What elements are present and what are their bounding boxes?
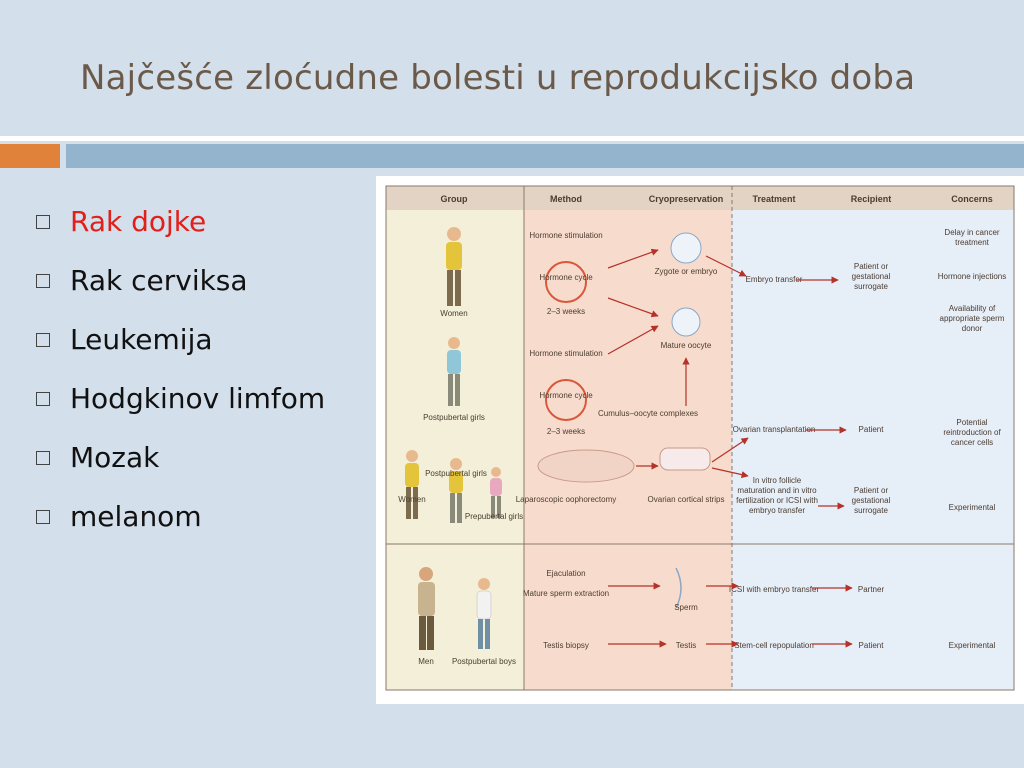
header-concerns: Concerns <box>951 194 993 204</box>
zygote-icon <box>671 233 701 263</box>
method-hormone-cycle-1: Hormone cycle <box>539 273 593 282</box>
bullet-label: Hodgkinov limfom <box>70 382 326 415</box>
bullet-item <box>36 369 325 428</box>
method-testis-biopsy: Testis biopsy <box>543 641 589 650</box>
fertility-preservation-figure <box>376 176 1024 704</box>
group-men-label: Men <box>418 657 434 666</box>
header-recipient: Recipient <box>850 194 892 204</box>
group-postpubertal-girls-label: Postpubertal girls <box>423 413 485 422</box>
bullet-square-icon <box>36 274 50 288</box>
group-women-label-2: Women <box>398 495 426 504</box>
method-weeks-2: 2–3 weeks <box>546 427 586 436</box>
ovary-icon <box>538 450 634 482</box>
bullet-square-icon <box>36 451 50 465</box>
bullet-square-icon <box>36 392 50 406</box>
recipient-patient-1: Patient <box>858 425 884 434</box>
bullet-label: Rak dojke <box>70 205 207 238</box>
bullet-label: Rak cerviksa <box>70 264 248 297</box>
bullet-label: Leukemija <box>70 323 213 356</box>
concern-delay: Delay in cancer treatment <box>944 228 1000 247</box>
concern-experimental-2: Experimental <box>948 641 996 650</box>
oocyte-icon <box>672 308 700 336</box>
bullet-list <box>36 192 325 546</box>
bullet-square-icon <box>36 333 50 347</box>
treatment-icsi: ICSI with embryo transfer <box>728 585 820 594</box>
cryo-testis: Testis <box>675 641 697 650</box>
group-postpubertal-girls-label-2: Postpubertal girls <box>425 469 487 478</box>
concern-hormone-injections: Hormone injections <box>937 272 1007 281</box>
bullet-item <box>36 192 325 251</box>
bullet-item <box>36 428 325 487</box>
cryo-mature-oocyte: Mature oocyte <box>660 341 712 350</box>
recipient-block-2 <box>838 486 904 522</box>
cryo-sperm: Sperm <box>674 603 698 612</box>
method-hormone-cycle-2: Hormone cycle <box>539 391 593 400</box>
treatment-embryo-transfer: Embryo transfer <box>745 275 803 284</box>
bullet-label: melanom <box>70 500 202 533</box>
cryo-cumulus-oocyte: Cumulus–oocyte complexes <box>597 409 699 418</box>
cryo-zygote-or-embryo: Zygote or embryo <box>654 267 718 276</box>
method-weeks-1: 2–3 weeks <box>546 307 586 316</box>
concern-sperm-donor: Availability of appropriate sperm donor <box>939 304 1005 333</box>
treatment-ivf-block <box>736 476 818 532</box>
accent-bar-orange <box>0 144 60 168</box>
method-hormone-stimulation-1: Hormone stimulation <box>529 231 603 240</box>
bullet-square-icon <box>36 215 50 229</box>
method-column-bg <box>524 186 732 690</box>
concern-block-delay <box>932 228 1012 264</box>
concern-experimental-1: Experimental <box>948 503 996 512</box>
recipient-patient-surrogate-1: Patient or gestational surrogate <box>851 262 891 291</box>
ovarian-strip-icon <box>660 448 710 470</box>
group-postpubertal-boys-label: Postpubertal boys <box>451 657 517 666</box>
cryo-ovarian-cortical-strips: Ovarian cortical strips <box>647 495 725 504</box>
recipient-patient-surrogate-2: Patient or gestational surrogate <box>851 486 891 515</box>
concern-block-reintro <box>932 418 1012 454</box>
concern-block-hormone <box>932 272 1012 296</box>
recipient-patient-2: Patient <box>858 641 884 650</box>
concern-block-donor <box>932 304 1012 340</box>
treatment-ivf: In vitro follicle maturation and in vitro fertilization or ICSI with embryo transfer <box>736 476 818 515</box>
concern-reintroduction: Potential reintroduction of cancer cells <box>943 418 1001 447</box>
group-prepubertal-girls-label: Prepubertal girls <box>464 512 524 521</box>
bullet-item <box>36 487 325 546</box>
header-cryopreservation: Cryopreservation <box>648 194 724 204</box>
header-treatment: Treatment <box>752 194 796 204</box>
treatment-ovarian-transplantation: Ovarian transplantation <box>732 425 816 434</box>
recipient-partner: Partner <box>857 585 885 594</box>
treatment-stemcell: Stem-cell repopulation <box>734 641 814 650</box>
bullet-item <box>36 310 325 369</box>
method-laparoscopic-oophorectomy: Laparoscopic oophorectomy <box>515 495 617 504</box>
method-hormone-stimulation-2: Hormone stimulation <box>529 349 603 358</box>
accent-bar-blue <box>66 144 1024 168</box>
bullet-label: Mozak <box>70 441 160 474</box>
recipient-block-1 <box>838 262 904 298</box>
method-mature-sperm-extraction: Mature sperm extraction <box>522 589 610 598</box>
header-method: Method <box>550 194 582 204</box>
bullet-square-icon <box>36 510 50 524</box>
group-women-label: Women <box>440 309 468 318</box>
method-ejaculation: Ejaculation <box>546 569 586 578</box>
header-group: Group <box>440 194 468 204</box>
slide-title: Najčešće zloćudne bolesti u reprodukcijsko doba <box>80 58 916 98</box>
bullet-item <box>36 251 325 310</box>
title-divider <box>0 136 1024 141</box>
